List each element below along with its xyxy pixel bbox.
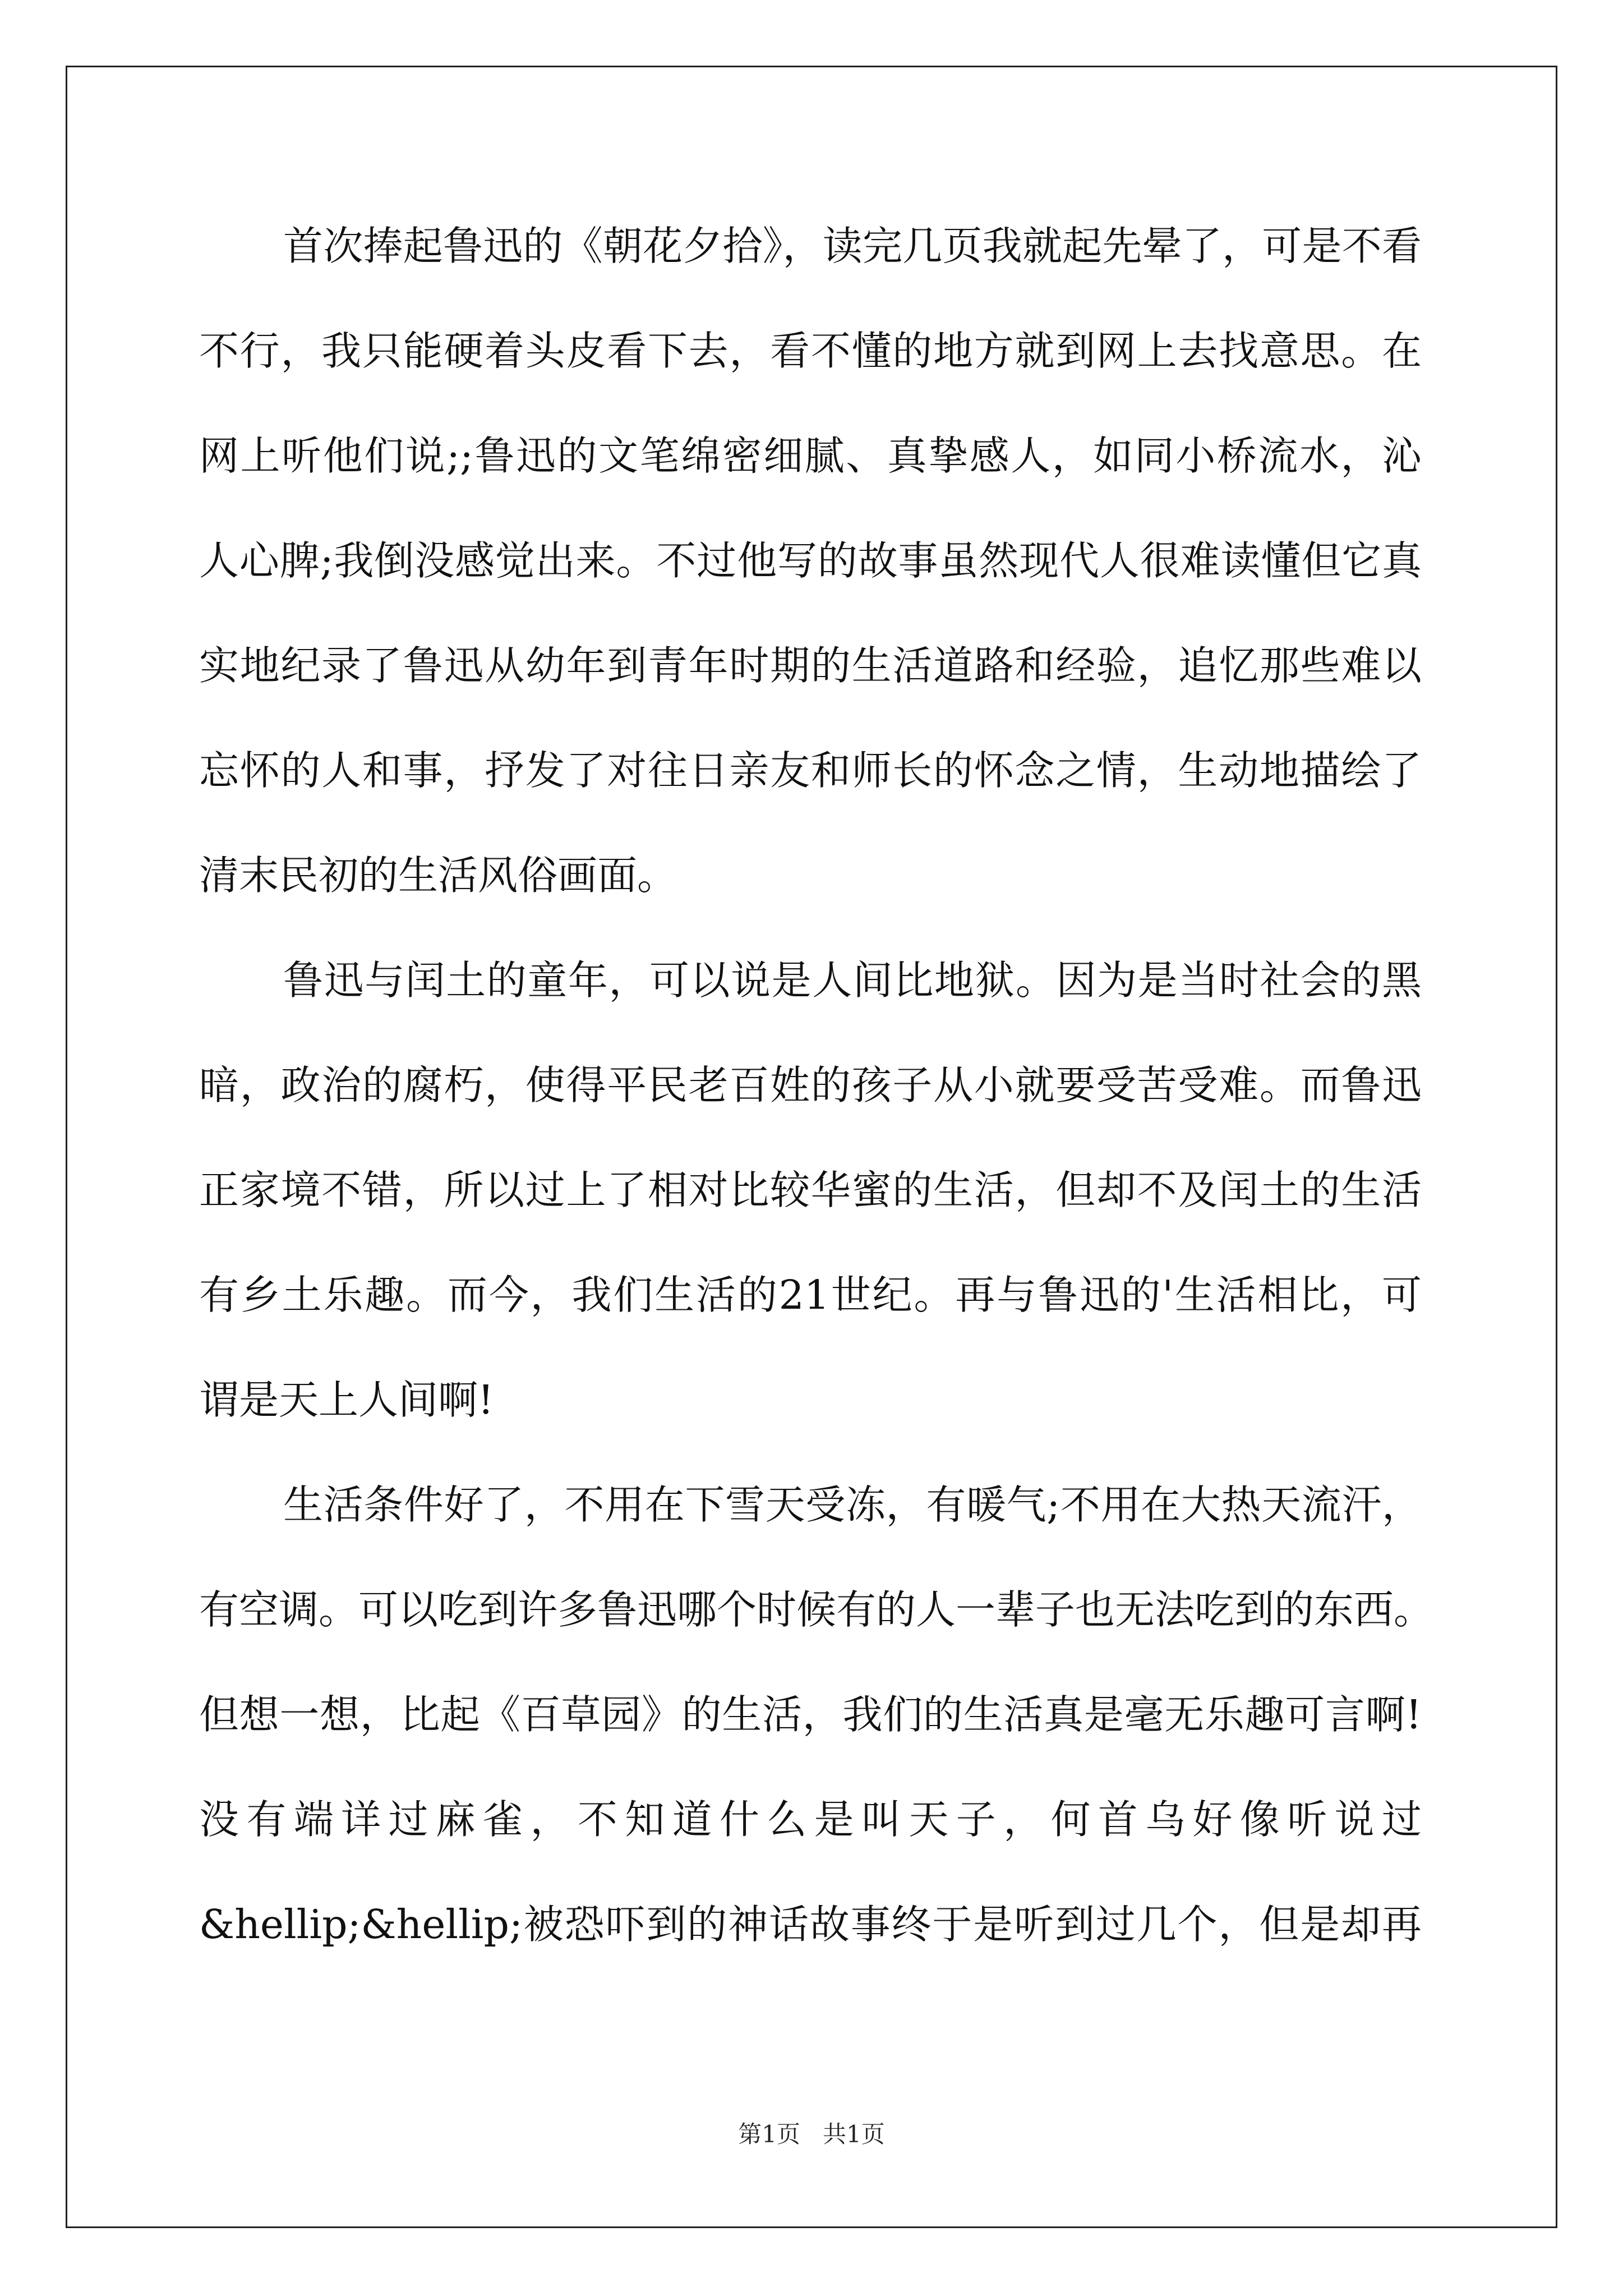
paragraph-1-line-5: 实地纪录了鲁迅从幼年到青年时期的生活道路和经验，追忆那些难以 — [199, 642, 1422, 689]
paragraph-1-line-1: 首次捧起鲁迅的《朝花夕拾》，读完几页我就起先晕了，可是不看 — [283, 223, 1422, 269]
document-body — [199, 194, 1434, 1977]
page-total: 共1页 — [823, 2120, 885, 2148]
paragraph-1-line-3: 网上听他们说;;鲁迅的文笔绵密细腻、真挚感人，如同小桥流水，沁 — [199, 432, 1422, 479]
page-footer — [0, 2118, 1623, 2151]
paragraph-3-line-5: &hellip;&hellip;被恐吓到的神话故事终于是听到过几个，但是却再 — [199, 1901, 1422, 1948]
paragraph-1-line-4: 人心脾;我倒没感觉出来。不过他写的故事虽然现代人很难读懂但它真 — [199, 537, 1422, 584]
paragraph-3-line-2: 有空调。可以吃到许多鲁迅哪个时候有的人一辈子也无法吃到的东西。 — [199, 1586, 1434, 1633]
paragraph-3-line-1: 生活条件好了，不用在下雪天受冻，有暖气;不用在大热天流汗， — [283, 1481, 1422, 1528]
paragraph-2-line-3: 正家境不错，所以过上了相对比较华蜜的生活，但却不及闰土的生活 — [199, 1167, 1422, 1213]
paragraph-3-line-3: 但想一想，比起《百草园》的生活，我们的生活真是毫无乐趣可言啊! — [199, 1691, 1422, 1738]
paragraph-1-line-2: 不行，我只能硬着头皮看下去，看不懂的地方就到网上去找意思。在 — [199, 328, 1422, 374]
paragraph-2-line-2: 暗，政治的腐朽，使得平民老百姓的孩子从小就要受苦受难。而鲁迅 — [199, 1062, 1422, 1108]
paragraph-1-line-7: 清末民初的生活风俗画面。 — [199, 852, 677, 899]
paragraph-3-line-4: 没有端详过麻雀，不知道什么是叫天子，何首乌好像听说过 — [199, 1796, 1422, 1843]
page-number: 第1页 — [738, 2120, 800, 2148]
paragraph-2-line-5: 谓是天上人间啊! — [199, 1377, 494, 1423]
paragraph-2-line-4: 有乡土乐趣。而今，我们生活的21世纪。再与鲁迅的'生活相比，可 — [199, 1272, 1422, 1318]
paragraph-1-line-6: 忘怀的人和事，抒发了对往日亲友和师长的怀念之情，生动地描绘了 — [199, 747, 1422, 794]
paragraph-2-line-1: 鲁迅与闰土的童年，可以说是人间比地狱。因为是当时社会的黑 — [283, 957, 1422, 1004]
